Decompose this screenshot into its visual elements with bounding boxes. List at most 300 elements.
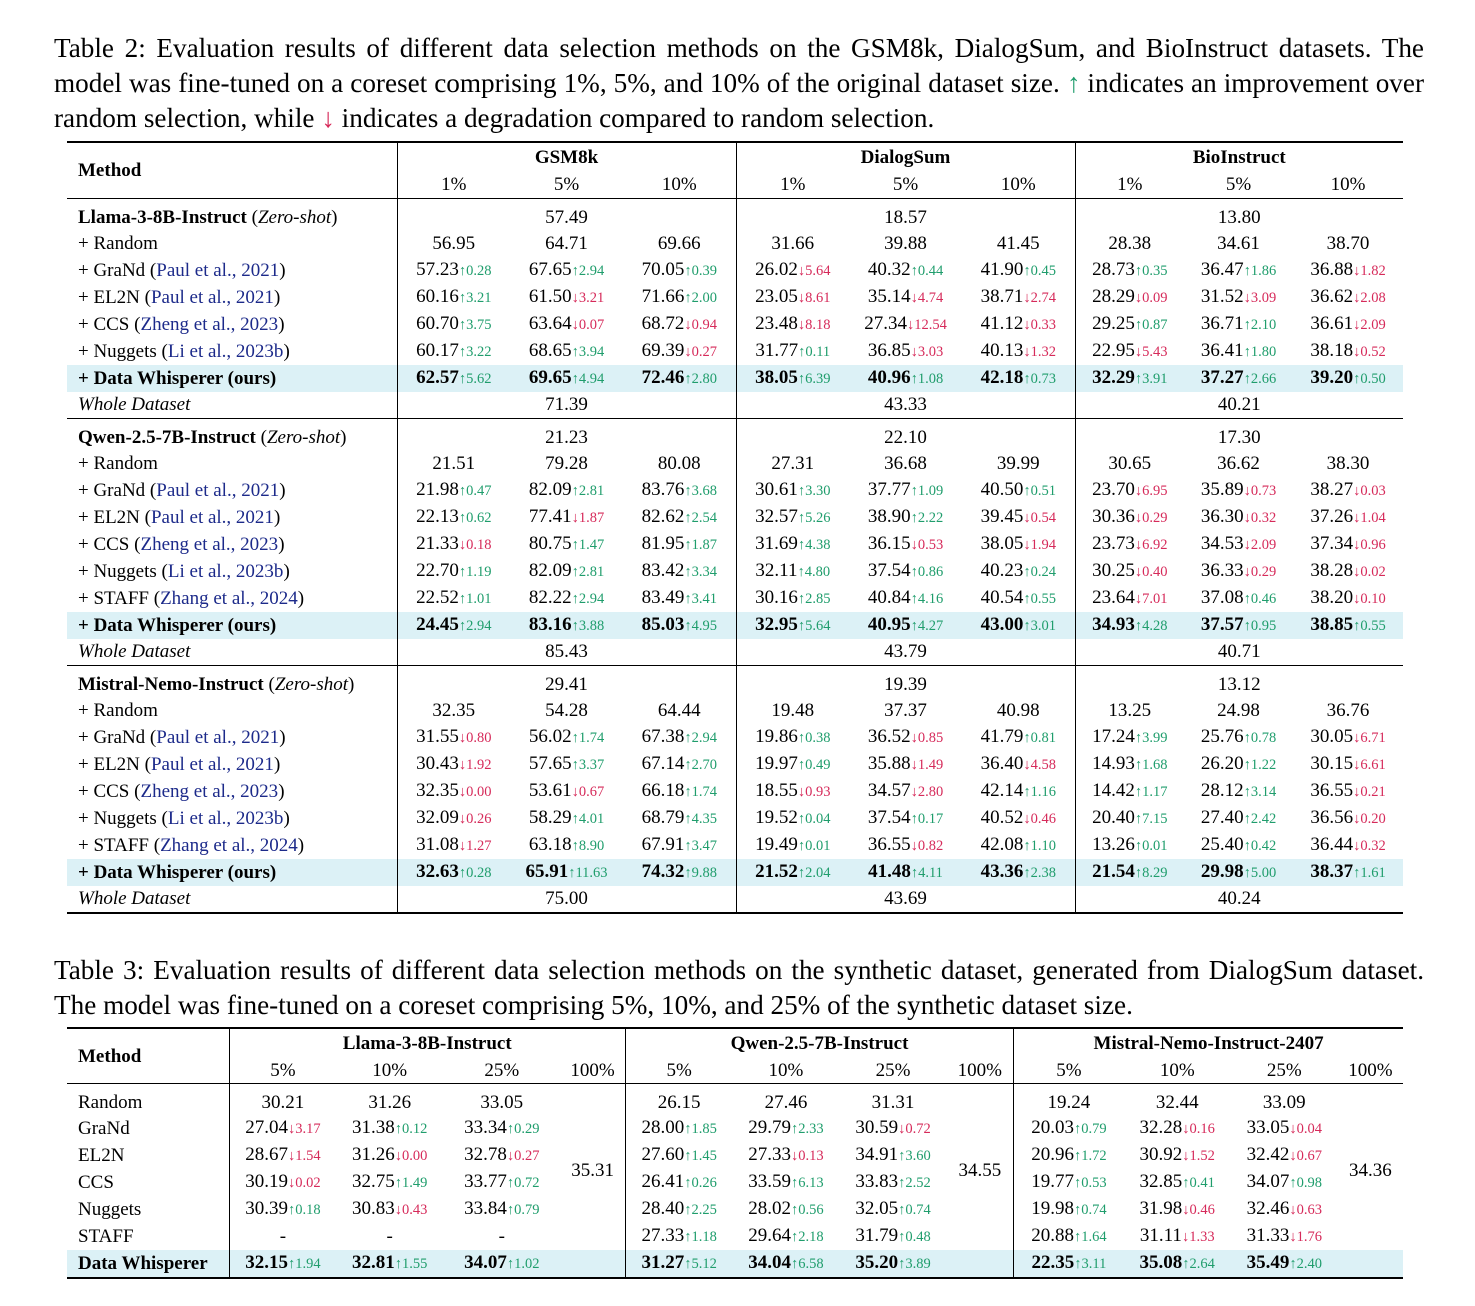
down-arrow-icon: ↓: [1353, 838, 1361, 854]
value: 33.77: [464, 1171, 507, 1192]
delta-value: 1.92: [466, 757, 492, 773]
value-cell: [1293, 338, 1403, 365]
down-arrow-icon: ↓: [1023, 290, 1031, 306]
whole-dataset-value: 43.79: [736, 639, 1075, 666]
value: 20.96: [1031, 1144, 1074, 1165]
value: 80.75: [528, 533, 572, 554]
table-row: [67, 419, 1403, 452]
value-cell: [625, 1084, 732, 1116]
value-cell: [962, 805, 1075, 832]
value: 34.07: [464, 1252, 507, 1273]
table-row: [67, 886, 1403, 913]
value-cell: [397, 531, 510, 558]
value: 66.18: [641, 780, 685, 801]
value-cell: [849, 338, 962, 365]
citation-link: Zhang et al., 2024: [160, 834, 298, 856]
delta-value: 1.52: [1189, 1148, 1215, 1164]
value-cell: [1184, 365, 1293, 392]
value-cell: [1293, 365, 1403, 392]
delta-value: 2.40: [1296, 1256, 1322, 1272]
delta-value: 0.43: [402, 1202, 428, 1218]
down-arrow-icon: ↓: [797, 290, 806, 306]
down-arrow-icon: ↓: [1353, 811, 1361, 827]
value: 36.71: [1200, 313, 1244, 334]
table-row: [67, 1142, 1403, 1169]
table2-caption-part1: Table 2: Evaluation results of different data selection methods on the GSM8k, DialogSum, and BioInstruct datasets. The model was fine-tuned on a coreset comprising 1%, 5%, and 10% of the original dataset size.: [54, 33, 1424, 98]
delta-value: 0.46: [1189, 1202, 1215, 1218]
value: 31.69: [755, 533, 798, 554]
value: 40.13: [980, 340, 1024, 361]
value-cell: [962, 284, 1075, 311]
delta-value: 0.09: [1142, 290, 1168, 306]
up-arrow-icon: ↑: [571, 811, 579, 827]
value-cell: [1184, 778, 1293, 805]
up-arrow-icon: ↑: [1243, 371, 1251, 387]
value: 40.50: [980, 479, 1024, 500]
delta-value: 7.01: [1142, 591, 1168, 607]
up-arrow-icon: ↑: [898, 1148, 906, 1164]
up-arrow-icon: ↑: [791, 1229, 799, 1245]
value-cell: [1014, 1250, 1124, 1278]
value-cell: [736, 504, 849, 531]
delta-value: 2.54: [691, 510, 717, 526]
delta-value: 0.46: [1030, 811, 1056, 827]
delta-value: 0.41: [1189, 1175, 1215, 1191]
up-arrow-icon: ↑: [1134, 865, 1143, 881]
value: 30.43: [416, 753, 459, 774]
delta-value: 12.54: [914, 317, 947, 333]
value: 32.42: [1246, 1144, 1290, 1165]
up-arrow-icon: ↑: [1023, 784, 1031, 800]
up-arrow-icon: ↑: [910, 371, 918, 387]
value-cell: [736, 558, 849, 585]
value: 25.76: [1200, 726, 1244, 747]
method-label-cell: + STAFF (Zhang et al., 2024): [78, 834, 305, 856]
value-cell: [1075, 778, 1184, 805]
value-cell: 80.08: [657, 453, 701, 474]
up-arrow-icon: ↑: [1243, 344, 1251, 360]
value-cell: [623, 365, 736, 392]
whole-dataset-value: 43.33: [736, 392, 1075, 419]
table2-group-bioinstruct: BioInstruct: [1075, 142, 1403, 172]
value: 82.09: [528, 479, 572, 500]
value: 43.00: [980, 614, 1024, 635]
down-arrow-icon: ↓: [458, 811, 467, 827]
value: 83.49: [641, 587, 685, 608]
value: 36.88: [1310, 259, 1354, 280]
value-cell: 36.68: [884, 453, 927, 474]
up-arrow-icon: ↑: [898, 1256, 906, 1272]
value: 31.08: [416, 834, 459, 855]
delta-value: 1.19: [466, 564, 492, 580]
delta-value: 1.16: [1030, 784, 1056, 800]
value-cell: [962, 724, 1075, 751]
up-arrow-icon: ↑: [1023, 838, 1031, 854]
value: 67.38: [641, 726, 685, 747]
value: 63.64: [528, 313, 572, 334]
value: 62.57: [416, 367, 459, 388]
up-arrow-icon: ↑: [797, 730, 806, 746]
value-cell: [397, 284, 510, 311]
model-label-cell: Llama-3-8B-Instruct (Zero-shot): [78, 207, 338, 228]
value: 32.28: [1139, 1117, 1183, 1138]
value: 31.38: [352, 1117, 395, 1138]
value: 38.27: [1310, 479, 1354, 500]
delta-value: 1.87: [691, 537, 717, 553]
delta-value: 0.27: [514, 1148, 540, 1164]
delta-value: 0.12: [402, 1121, 428, 1137]
up-arrow-icon: ↑: [1073, 1175, 1082, 1191]
delta-value: 3.21: [466, 290, 492, 306]
value-cell: [623, 585, 736, 612]
table-row: [67, 284, 1403, 311]
value-cell: [736, 338, 849, 365]
delta-value: 0.87: [1142, 317, 1168, 333]
method-label-cell: + Nuggets (Li et al., 2023b): [78, 807, 290, 829]
value-cell: [736, 311, 849, 338]
value-cell: [849, 558, 962, 585]
table2-method-header: Method: [67, 142, 397, 199]
delta-value: 0.03: [1360, 483, 1386, 499]
table2-subcol: 10%: [623, 172, 736, 199]
down-arrow-icon: ↓: [1243, 510, 1251, 526]
method-label: Random: [78, 1092, 143, 1113]
delta-value: 4.80: [804, 564, 831, 580]
up-arrow-icon: ↑: [458, 591, 467, 607]
down-arrow-icon: ↓: [1353, 730, 1361, 746]
value-cell: [1014, 1223, 1124, 1250]
value-cell: [336, 1250, 443, 1278]
delta-value: 3.09: [1250, 290, 1277, 306]
value-cell: [839, 1223, 946, 1250]
table-row: [67, 531, 1403, 558]
delta-value: 0.26: [466, 811, 492, 827]
whole-dataset-label: Whole Dataset: [67, 639, 397, 666]
value: 42.18: [980, 367, 1024, 388]
value-cell: [849, 284, 962, 311]
method-label: + Random: [78, 233, 158, 254]
citation-link: Paul et al., 2021: [150, 506, 274, 528]
table3: [67, 1027, 1403, 1279]
value: 34.57: [867, 780, 911, 801]
table2-subcol: 10%: [1293, 172, 1403, 199]
delta-value: 2.80: [691, 371, 717, 387]
table-row: [67, 832, 1403, 859]
up-arrow-icon: ↑: [791, 1121, 799, 1137]
value: 35.14: [867, 286, 911, 307]
down-arrow-icon: ↓: [910, 344, 918, 360]
method-label: + EL2N: [78, 753, 140, 775]
delta-value: 0.32: [1250, 510, 1277, 526]
delta-value: 0.26: [691, 1175, 717, 1191]
down-arrow-icon: ↓: [1134, 510, 1143, 526]
value-cell: [625, 1115, 732, 1142]
delta-value: 0.29: [1250, 564, 1277, 580]
value-cell: [1075, 284, 1184, 311]
value-cell: [336, 1115, 443, 1142]
delta-value: 6.95: [1142, 483, 1168, 499]
value: 24.45: [416, 614, 459, 635]
value: 32.09: [416, 807, 459, 828]
value: 85.03: [641, 614, 685, 635]
citation-link: Paul et al., 2021: [156, 726, 280, 748]
value: 61.50: [528, 286, 572, 307]
method-label: + Nuggets: [78, 560, 157, 582]
value-cell: [849, 724, 962, 751]
value: 19.24: [1047, 1092, 1091, 1113]
value: 21.98: [416, 479, 459, 500]
delta-value: 0.18: [466, 537, 492, 553]
up-arrow-icon: ↑: [1182, 1175, 1190, 1191]
value-cell: [849, 751, 962, 778]
down-arrow-icon: ↓: [394, 1202, 403, 1218]
value-cell: [510, 859, 623, 886]
up-arrow-icon: ↑: [797, 483, 806, 499]
delta-value: 0.40: [1142, 564, 1168, 580]
value: 82.22: [528, 587, 572, 608]
value-cell: [510, 477, 623, 504]
delta-value: 6.13: [798, 1175, 824, 1191]
up-arrow-icon: ↑: [458, 371, 467, 387]
value: 31.79: [855, 1225, 899, 1246]
delta-value: 0.82: [917, 838, 944, 854]
delta-value: 0.10: [1360, 591, 1386, 607]
value-cell: [736, 257, 849, 284]
value: 14.42: [1092, 780, 1135, 801]
delta-value: 0.01: [1142, 838, 1168, 854]
value: 37.08: [1200, 587, 1244, 608]
value: 69.39: [641, 340, 685, 361]
delta-value: 4.11: [918, 865, 943, 881]
down-arrow-icon: ↓: [1134, 344, 1143, 360]
value: 29.79: [748, 1117, 792, 1138]
delta-value: 0.04: [805, 811, 831, 827]
value-cell: [397, 612, 510, 639]
value-cell: [336, 1169, 443, 1196]
whole-dataset-label: Whole Dataset: [67, 392, 397, 419]
value-cell: [849, 585, 962, 612]
up-arrow-icon: ↑: [1134, 618, 1143, 634]
table-row: [67, 477, 1403, 504]
value: 57.23: [416, 259, 459, 280]
down-arrow-icon: ↓: [910, 537, 918, 553]
value-cell: [623, 778, 736, 805]
delta-value: 1.94: [1030, 537, 1056, 553]
down-arrow-icon: ↓: [394, 1148, 403, 1164]
delta-value: 0.73: [1030, 371, 1056, 387]
delta-value: 1.18: [691, 1229, 717, 1245]
value: 36.56: [1310, 807, 1354, 828]
value-cell: [1293, 284, 1403, 311]
value: 31.26: [352, 1144, 395, 1165]
down-arrow-icon: ↓: [906, 317, 915, 333]
value: 36.52: [867, 726, 911, 747]
delta-value: 1.33: [1189, 1229, 1215, 1245]
value: 26.02: [755, 259, 798, 280]
value: 35.49: [1246, 1252, 1290, 1273]
table-row-ours: [67, 1250, 1403, 1278]
value: 37.26: [1310, 506, 1354, 527]
value: 30.59: [855, 1117, 899, 1138]
value: 35.89: [1200, 479, 1244, 500]
up-arrow-icon: ↑: [1023, 263, 1031, 279]
method-label: + Nuggets: [78, 340, 157, 362]
value-cell: 27.31: [736, 451, 849, 477]
down-arrow-icon: ↓: [1023, 757, 1031, 773]
table-row: [67, 1115, 1403, 1142]
delta-value: 0.24: [1030, 564, 1056, 580]
zero-shot-value: 18.57: [736, 199, 1075, 232]
down-arrow-icon: ↓: [458, 730, 467, 746]
delta-value: 2.09: [1360, 317, 1386, 333]
up-arrow-icon: ↑: [458, 618, 467, 634]
value: 32.05: [855, 1198, 899, 1219]
up-arrow-icon: ↑: [684, 510, 692, 526]
zero-shot-value: 13.12: [1075, 666, 1403, 699]
value: 19.77: [1031, 1171, 1074, 1192]
value: 29.98: [1200, 861, 1244, 882]
delta-value: 3.14: [1250, 784, 1277, 800]
down-arrow-icon: ↓: [287, 1148, 296, 1164]
table3-subcol: 100%: [560, 1058, 625, 1084]
delta-value: 3.01: [1030, 618, 1056, 634]
value-cell: 38.30: [1326, 453, 1370, 474]
citation-link: Zhang et al., 2024: [160, 587, 298, 609]
value-cell: [849, 612, 962, 639]
up-arrow-icon: ↑: [1023, 618, 1031, 634]
method-label-cell: + EL2N (Paul et al., 2021): [78, 286, 281, 308]
empty-cell: [947, 1250, 1014, 1278]
value-cell: [397, 257, 510, 284]
value-cell: [510, 724, 623, 751]
delta-value: 0.46: [1250, 591, 1277, 607]
delta-value: 0.02: [295, 1175, 321, 1191]
value: 28.40: [641, 1198, 685, 1219]
up-arrow-icon: ↑: [1023, 371, 1031, 387]
down-arrow-icon: ↓: [1182, 1121, 1190, 1137]
delta-value: 3.91: [1142, 371, 1168, 387]
down-arrow-icon: ↓: [458, 838, 467, 854]
delta-value: 3.60: [905, 1148, 931, 1164]
value-cell: [397, 558, 510, 585]
value: 22.52: [416, 587, 459, 608]
value-cell: [443, 1223, 560, 1250]
value-cell: [732, 1250, 839, 1278]
value-cell: 39.88: [884, 233, 927, 254]
value: 69.65: [528, 367, 572, 388]
value-cell: [623, 338, 736, 365]
value: 36.55: [867, 834, 911, 855]
delta-value: 0.73: [1250, 483, 1277, 499]
value: 36.47: [1200, 259, 1244, 280]
value-cell: [732, 1196, 839, 1223]
down-arrow-icon: ↓: [1243, 290, 1251, 306]
empty-cell: [1338, 1250, 1403, 1278]
value: 39.20: [1310, 367, 1354, 388]
delta-value: 1.08: [917, 371, 944, 387]
value-cell: [397, 585, 510, 612]
delta-value: 3.89: [905, 1256, 931, 1272]
value: 36.30: [1200, 506, 1244, 527]
table2-subcol: 10%: [962, 172, 1075, 199]
value-cell: [962, 778, 1075, 805]
up-arrow-icon: ↑: [910, 263, 918, 279]
down-arrow-icon: ↓: [797, 317, 806, 333]
value-cell: [510, 558, 623, 585]
value-cell: [1075, 805, 1184, 832]
method-label: + Data Whisperer (ours): [67, 859, 397, 886]
up-arrow-icon: ↑: [506, 1202, 515, 1218]
delta-value: 0.62: [466, 510, 492, 526]
value: 40.54: [980, 587, 1024, 608]
value: 19.98: [1031, 1198, 1074, 1219]
value-cell: [397, 778, 510, 805]
citation-link: Li et al., 2023b: [167, 340, 284, 362]
delta-value: 2.94: [578, 263, 605, 279]
down-arrow-icon: ↓: [910, 784, 918, 800]
value-cell: [623, 284, 736, 311]
value-cell: 37.37: [884, 700, 927, 721]
value-cell: [1293, 778, 1403, 805]
delta-value: 2.85: [805, 591, 831, 607]
delta-value: 0.29: [514, 1121, 540, 1137]
value: 83.16: [528, 614, 572, 635]
down-arrow-icon: ↓: [1353, 344, 1361, 360]
down-arrow-icon: ↓: [1023, 811, 1031, 827]
delta-value: 6.39: [805, 371, 831, 387]
up-arrow-icon: ↑: [394, 1121, 403, 1137]
up-arrow-icon: ↑: [1134, 838, 1143, 854]
value-cell: [849, 311, 962, 338]
value-cell: [623, 805, 736, 832]
value-cell: 34.61: [1217, 233, 1260, 254]
value-cell: [1124, 1169, 1231, 1196]
method-label-cell: + STAFF (Zhang et al., 2024): [78, 587, 305, 609]
value-cell: [443, 1115, 560, 1142]
value: 37.34: [1310, 533, 1354, 554]
value-cell: [732, 1223, 839, 1250]
value: 31.77: [755, 340, 799, 361]
whole-dataset-value: 40.24: [1075, 886, 1403, 913]
delta-value: 0.74: [905, 1202, 931, 1218]
value: -: [279, 1226, 287, 1247]
value: 35.20: [855, 1252, 899, 1273]
up-arrow-icon: ↑: [1353, 865, 1361, 881]
value: 23.64: [1092, 587, 1135, 608]
delta-value: 1.01: [466, 591, 492, 607]
value-cell: [443, 1169, 560, 1196]
up-arrow-icon: ↑: [684, 784, 692, 800]
value-cell: [229, 1142, 336, 1169]
down-arrow-icon: ↓: [1243, 564, 1251, 580]
delta-value: 1.54: [295, 1148, 321, 1164]
method-label: + EL2N: [78, 286, 140, 308]
value: 32.81: [352, 1252, 395, 1273]
delta-value: 1.94: [295, 1256, 321, 1272]
down-arrow-icon: ↓: [1289, 1121, 1297, 1137]
up-arrow-icon: ↑: [394, 1175, 403, 1191]
delta-value: 1.64: [1081, 1229, 1107, 1245]
value-cell: [1293, 832, 1403, 859]
value-cell: 28.38: [1075, 231, 1184, 257]
up-arrow-icon: ↑: [684, 564, 692, 580]
table-row-ours: [67, 859, 1403, 886]
value: 25.40: [1200, 834, 1244, 855]
up-arrow-icon: ↑: [910, 591, 918, 607]
delta-value: 1.80: [1250, 344, 1277, 360]
value: 72.46: [641, 367, 685, 388]
value-cell: [397, 751, 510, 778]
